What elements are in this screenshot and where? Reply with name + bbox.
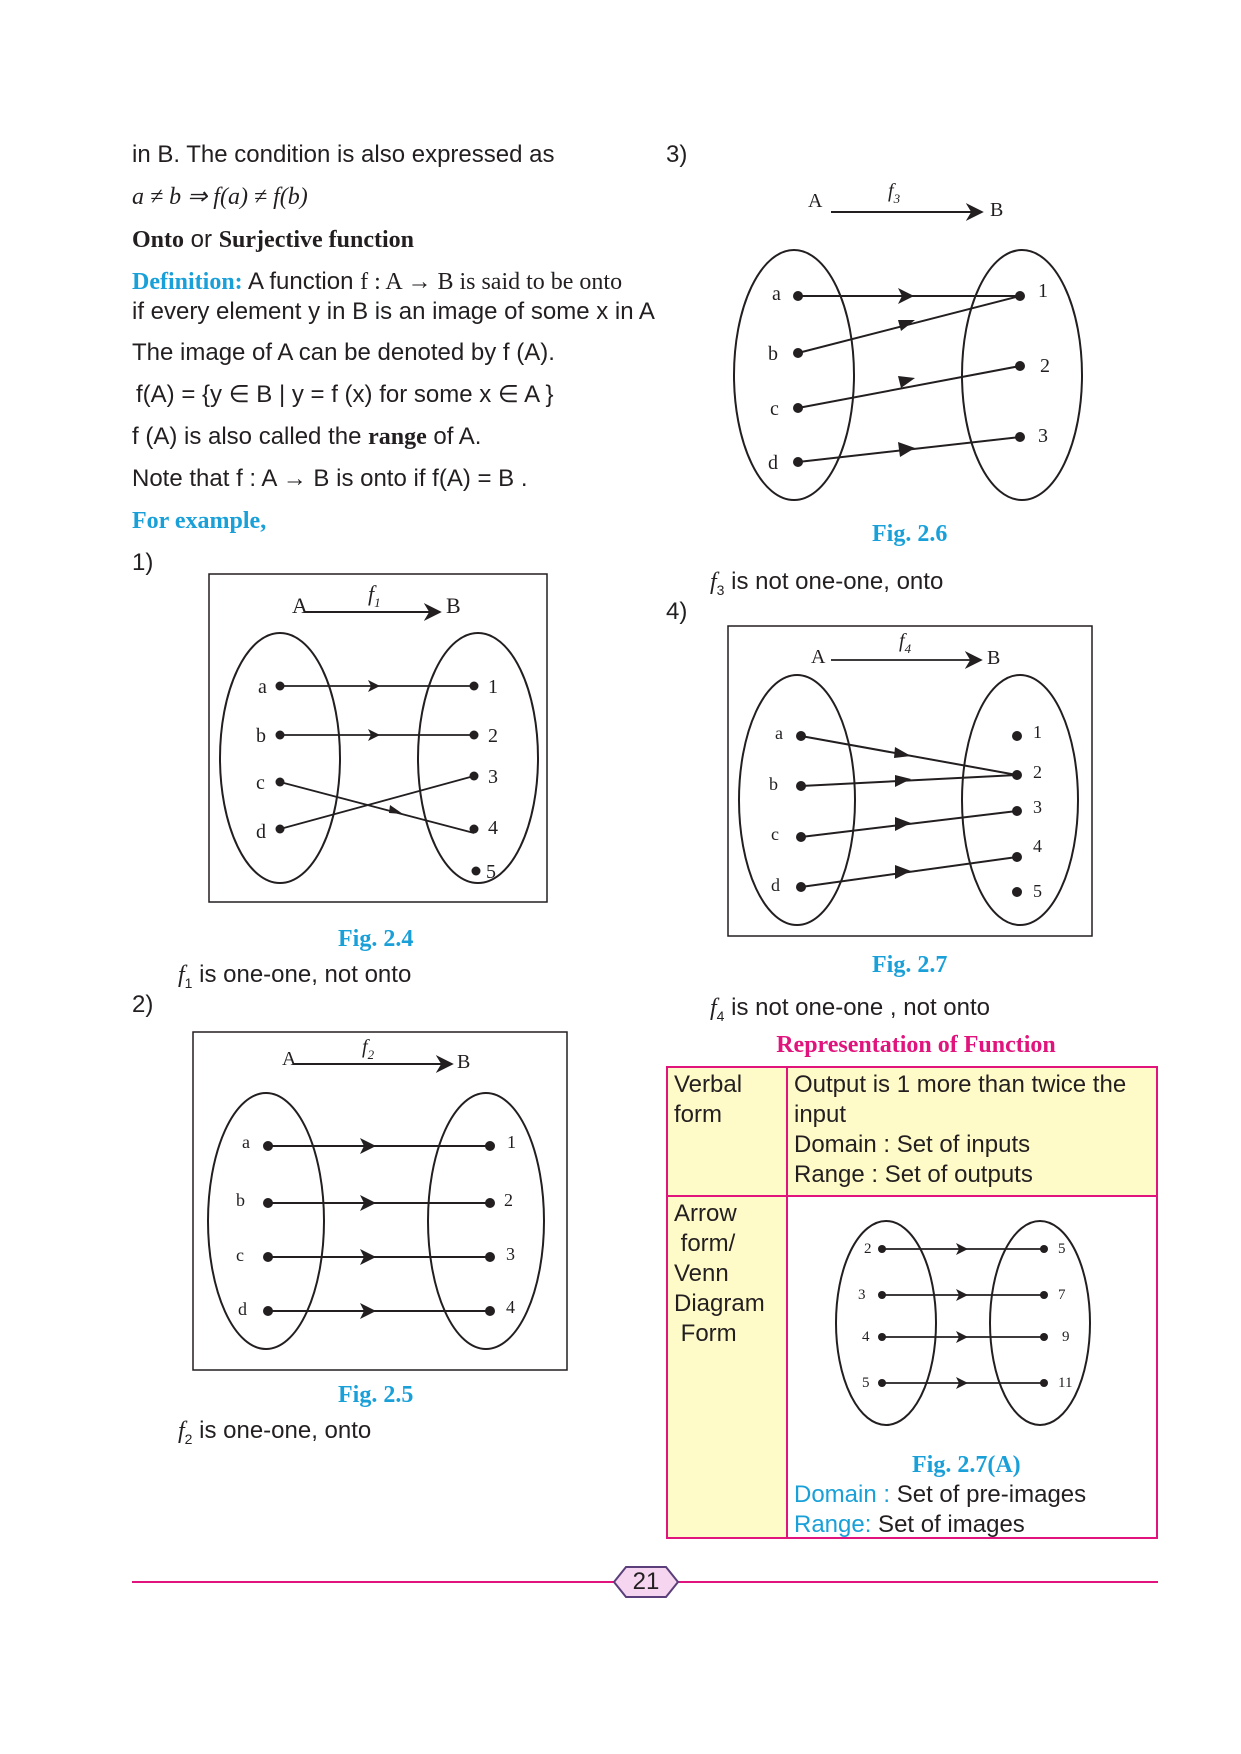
domain-element: 2	[864, 1241, 872, 1257]
codomain-element: 1	[1033, 722, 1042, 742]
point	[1015, 432, 1025, 442]
figure-caption: Fig. 2.4	[338, 926, 414, 952]
set-b-label: B	[990, 199, 1004, 221]
example-number-1: 1)	[132, 549, 154, 576]
point	[1015, 361, 1025, 371]
function-label: $f_4$	[899, 630, 912, 656]
figure-2-7a-diagram	[832, 1215, 1112, 1431]
domain-element: c	[771, 824, 779, 844]
set-b-label: B	[987, 647, 1001, 669]
codomain-element: 4	[1033, 836, 1042, 856]
domain-ellipse	[220, 633, 340, 883]
arrowhead	[389, 805, 403, 814]
point	[470, 772, 479, 781]
point	[276, 731, 285, 740]
point	[793, 291, 803, 301]
footer-rule-right	[676, 1581, 1158, 1583]
point	[793, 348, 803, 358]
domain-element: b	[256, 725, 266, 747]
example-number-3: 3)	[666, 141, 688, 168]
point	[1040, 1291, 1048, 1299]
domain-element: c	[236, 1245, 244, 1265]
arrowhead	[898, 442, 915, 457]
codomain-element: 4	[488, 817, 498, 839]
function-label: $f_1$	[368, 581, 381, 610]
point	[796, 882, 806, 892]
domain-element: d	[768, 452, 778, 474]
set-a-label: A	[811, 646, 826, 668]
point	[263, 1306, 273, 1316]
function-label: $f_2$	[362, 1036, 375, 1062]
definition-line-2: if every element y in B is an image of some x in A	[132, 298, 655, 325]
set-a-label: A	[282, 1048, 297, 1070]
codomain-element: 11	[1058, 1375, 1073, 1391]
set-a-label: A	[292, 593, 308, 618]
definition-line	[132, 267, 622, 297]
domain-element: d	[771, 875, 780, 895]
codomain-element: 9	[1062, 1329, 1070, 1345]
domain-element: a	[242, 1132, 250, 1152]
for-example-heading: For example,	[132, 508, 267, 534]
codomain-ellipse	[418, 633, 538, 883]
verbal-label: Verbal form	[674, 1071, 743, 1128]
codomain-element: 5	[1058, 1241, 1066, 1257]
example-number-2: 2)	[132, 991, 154, 1018]
table-divider	[668, 1195, 1156, 1197]
point	[1012, 731, 1022, 741]
point	[470, 731, 479, 740]
domain-element: d	[256, 821, 266, 843]
figure-remark: $f_1$ is one-one, not onto	[178, 961, 412, 991]
domain-ellipse	[836, 1221, 936, 1425]
range-pre: f (A) is also called the	[132, 423, 369, 450]
point	[263, 1141, 273, 1151]
point	[1012, 887, 1022, 897]
codomain-element: 3	[506, 1244, 515, 1264]
codomain-ellipse	[962, 675, 1078, 925]
point	[485, 1306, 495, 1316]
figure-2-6-diagram	[726, 175, 1096, 520]
codomain-element: 5	[486, 861, 496, 883]
point	[1040, 1245, 1048, 1253]
domain-element: a	[775, 723, 783, 743]
mapping-line	[801, 775, 1017, 786]
codomain-element: 3	[488, 766, 498, 788]
point	[485, 1252, 495, 1262]
codomain-element: 3	[1033, 797, 1042, 817]
domain-element: c	[770, 398, 779, 420]
set-builder-line: f(A) = {y ∈ B | y = f (x) for some x ∈ A }	[136, 381, 554, 408]
point	[472, 867, 481, 876]
point	[1012, 806, 1022, 816]
range-word: range	[368, 424, 427, 450]
image-line: The image of A can be denoted by f (A).	[132, 339, 555, 366]
point	[1012, 852, 1022, 862]
figure-caption: Fig. 2.7(A)	[912, 1452, 1021, 1478]
figure-remark: $f_4$ is not one-one , not onto	[710, 994, 990, 1024]
domain-element: 4	[862, 1329, 870, 1345]
representation-table	[666, 1066, 1158, 1539]
or-word: or	[184, 226, 219, 253]
mapping-line	[280, 776, 474, 829]
range-post: of A.	[426, 423, 482, 450]
codomain-element: 2	[1040, 355, 1050, 377]
set-a-label: A	[808, 190, 823, 212]
codomain-element: 4	[506, 1297, 515, 1317]
point	[470, 682, 479, 691]
definition-label: Definition:	[132, 269, 243, 295]
figure-2-7-diagram	[727, 625, 1093, 937]
codomain-element: 3	[1038, 425, 1048, 447]
arrowhead	[895, 865, 911, 879]
domain-definition: Domain : Set of pre-images	[794, 1481, 1087, 1508]
note-line: Note that f : A → B is onto if f(A) = B .	[132, 465, 528, 492]
codomain-element: 7	[1058, 1287, 1066, 1303]
point	[793, 457, 803, 467]
mapping-line	[798, 366, 1020, 408]
point	[796, 832, 806, 842]
codomain-element: 1	[1038, 280, 1048, 302]
point	[796, 731, 806, 741]
domain-element: d	[238, 1299, 247, 1319]
range-line	[132, 422, 481, 452]
point	[485, 1198, 495, 1208]
point	[878, 1379, 886, 1387]
point	[276, 778, 285, 787]
figure-caption: Fig. 2.7	[872, 952, 948, 978]
arrowhead	[898, 320, 915, 331]
point	[878, 1291, 886, 1299]
point	[878, 1245, 886, 1253]
point	[1040, 1333, 1048, 1341]
example-number-4: 4)	[666, 598, 688, 625]
point	[485, 1141, 495, 1151]
domain-element: b	[236, 1190, 245, 1210]
domain-element: 3	[858, 1287, 866, 1303]
figure-remark: $f_2$ is one-one, onto	[178, 1417, 372, 1447]
inequality-line: a ≠ b ⇒ f(a) ≠ f(b)	[132, 184, 308, 210]
codomain-element: 2	[504, 1190, 513, 1210]
page-number: 21	[632, 1568, 660, 1595]
codomain-element: 1	[507, 1132, 516, 1152]
figure-remark: $f_3$ is not one-one, onto	[710, 568, 944, 598]
domain-element: a	[258, 676, 267, 698]
figure-caption: Fig. 2.5	[338, 1382, 414, 1408]
point	[796, 781, 806, 791]
arrow-form-label: Arrow form/ Venn Diagram Form	[674, 1200, 765, 1347]
representation-title: Representation of Function	[776, 1032, 1056, 1058]
verbal-text: Output is 1 more than twice the input Domain : Set of inputs Range : Set of outputs	[794, 1071, 1127, 1188]
table-divider	[786, 1068, 788, 1537]
text-line: in B. The condition is also expressed as	[132, 141, 555, 168]
domain-element: c	[256, 772, 265, 794]
point	[263, 1198, 273, 1208]
arrowhead	[895, 817, 911, 831]
definition-text: A function	[242, 268, 361, 295]
codomain-ellipse	[990, 1221, 1090, 1425]
point	[470, 825, 479, 834]
onto-word: Onto	[132, 227, 185, 253]
point	[878, 1333, 886, 1341]
codomain-element: 1	[488, 676, 498, 698]
codomain-element: 5	[1033, 881, 1042, 901]
point	[263, 1252, 273, 1262]
point	[276, 825, 285, 834]
domain-element: b	[769, 774, 778, 794]
codomain-element: 2	[1033, 762, 1042, 782]
definition-text-math: f : A → B is said to be onto	[360, 269, 623, 295]
footer-rule-left	[132, 1581, 615, 1583]
domain-element: b	[768, 343, 778, 365]
domain-element: a	[772, 283, 781, 305]
set-b-label: B	[457, 1051, 471, 1073]
figure-caption: Fig. 2.6	[872, 521, 948, 547]
point	[1040, 1379, 1048, 1387]
codomain-ellipse	[962, 250, 1082, 500]
point	[276, 682, 285, 691]
set-b-label: B	[446, 593, 461, 618]
onto-heading	[132, 225, 414, 255]
function-label: $f_3$	[888, 180, 901, 206]
figure-2-4-diagram	[208, 573, 548, 903]
domain-element: 5	[862, 1375, 870, 1391]
point	[793, 403, 803, 413]
mapping-line	[280, 782, 474, 833]
point	[1015, 291, 1025, 301]
point	[1012, 770, 1022, 780]
figure-2-5-diagram	[192, 1031, 568, 1371]
codomain-element: 2	[488, 725, 498, 747]
surjective-word: Surjective function	[218, 227, 415, 253]
range-definition: Range: Set of images	[794, 1511, 1025, 1538]
